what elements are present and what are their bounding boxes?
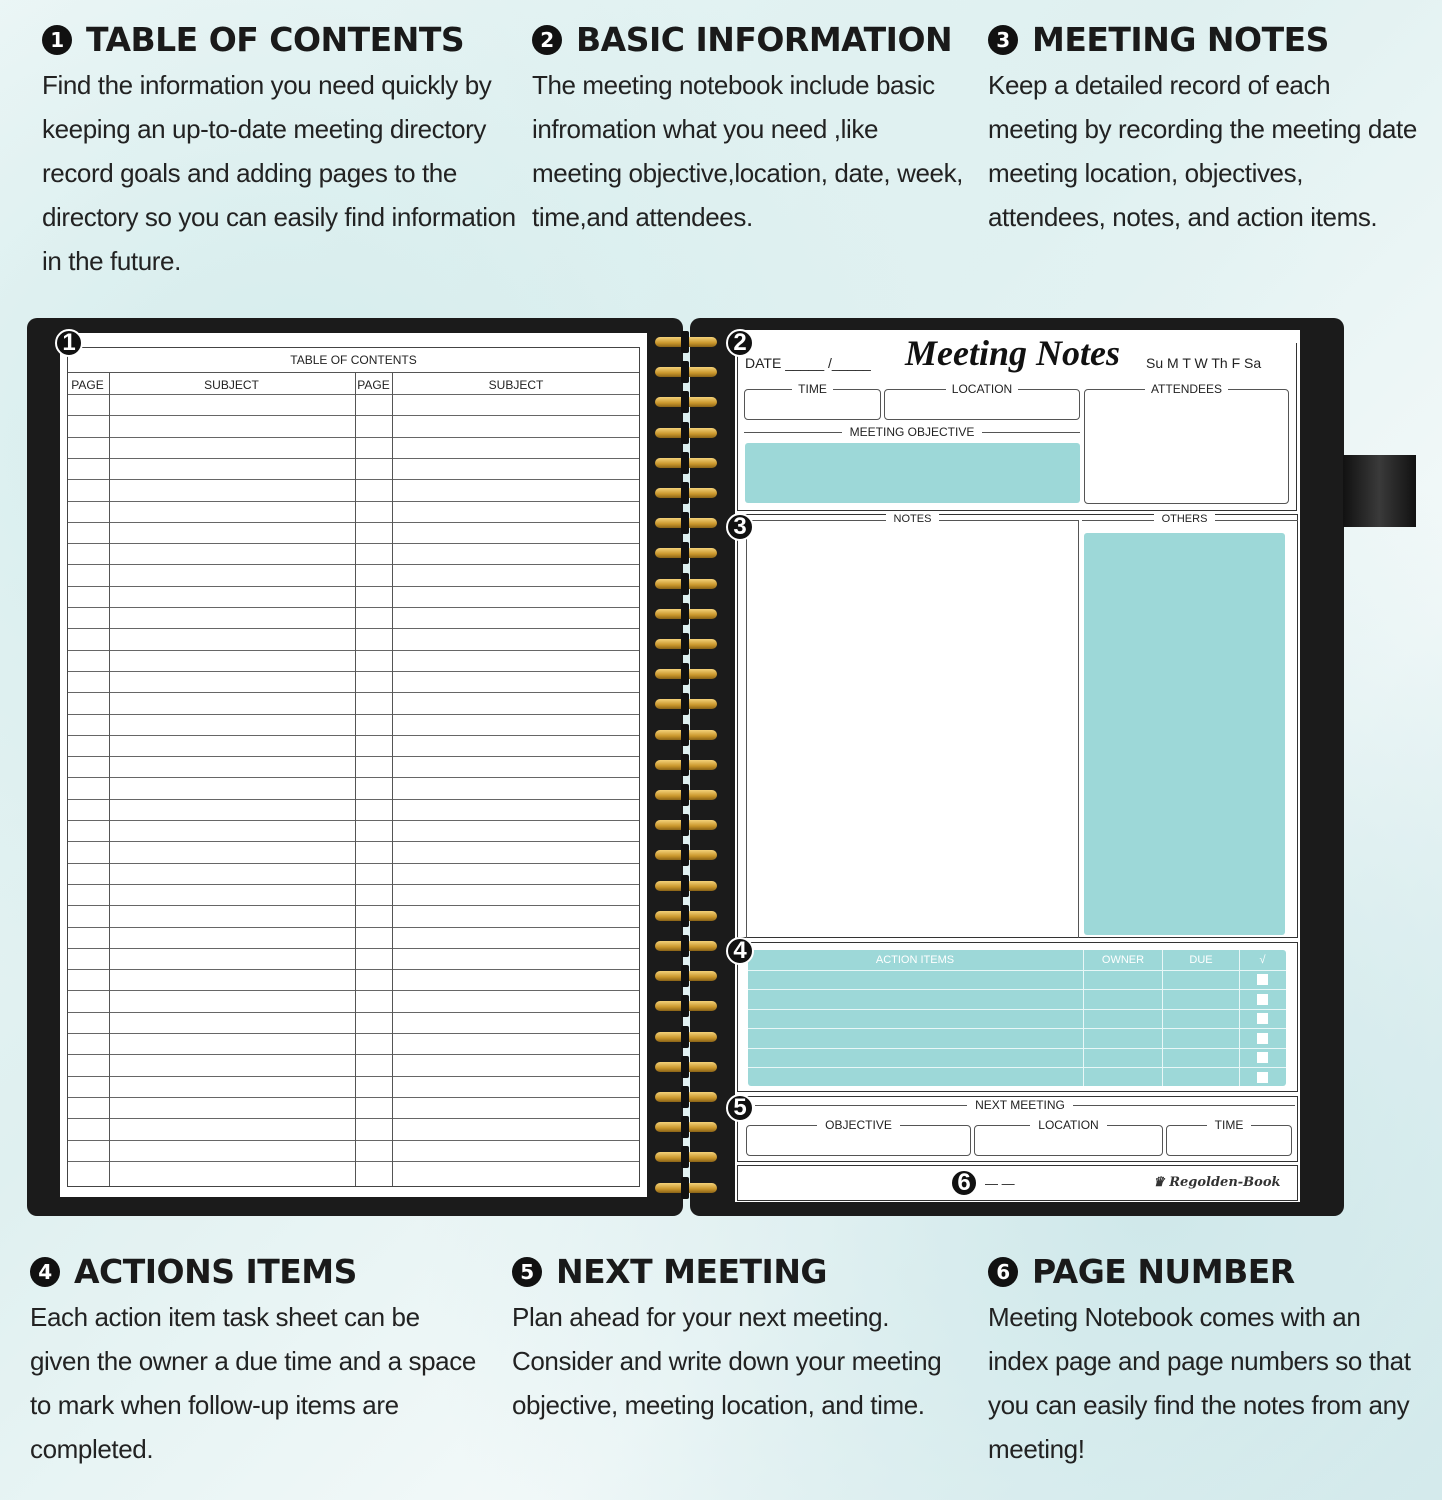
toc-row-line [68, 820, 639, 821]
toc-col-page: PAGE [71, 378, 104, 392]
feature-page-number [988, 1252, 1418, 1471]
feature-title: TABLE OF CONTENTS [86, 20, 465, 59]
toc-row-line [68, 905, 639, 906]
attendees-label: ATTENDEES [1145, 382, 1228, 396]
spiral-ring [655, 1122, 717, 1132]
action-row-line [748, 1067, 1286, 1068]
toc-col-line [109, 372, 110, 1186]
spiral-ring [655, 1062, 717, 1072]
action-row-line [748, 1048, 1286, 1049]
feature-title: PAGE NUMBER [1032, 1252, 1295, 1291]
spiral-ring [655, 699, 717, 709]
spiral-ring [655, 1032, 717, 1042]
toc-row-line [68, 607, 639, 608]
badge-3: 3 [726, 513, 754, 541]
toc-row-line [68, 756, 639, 757]
spiral-ring [655, 1092, 717, 1102]
toc-rule [68, 372, 639, 373]
notes-label: NOTES [886, 513, 940, 525]
toc-row-line [68, 501, 639, 502]
toc-row-line [68, 415, 639, 416]
toc-title: TABLE OF CONTENTS [290, 353, 417, 367]
spiral-ring [655, 428, 717, 438]
checkbox [1257, 1072, 1268, 1083]
action-col-line [1239, 950, 1240, 1086]
feature-text: The meeting notebook include basic infromation what you need ,like meeting objective,location, date, week, time,and attendees. [532, 70, 963, 232]
toc-row-line [68, 841, 639, 842]
brand-logo [1153, 1175, 1281, 1190]
action-col-line [1162, 950, 1163, 1086]
spiral-ring [655, 820, 717, 830]
toc-row-line [68, 586, 639, 587]
check-header: √ [1259, 954, 1266, 966]
due-header: DUE [1189, 954, 1213, 966]
toc-row-line [68, 927, 639, 928]
toc-row-line [68, 969, 639, 970]
toc-row-line [68, 692, 639, 693]
others-field[interactable] [1084, 533, 1285, 935]
objective-label: MEETING OBJECTIVE [842, 425, 983, 439]
toc-table [67, 347, 640, 1187]
feature-text: Plan ahead for your next meeting. Consider and write down your meeting objective, meeting location, and time. [512, 1302, 942, 1420]
toc-row-line [68, 948, 639, 949]
brand-name: Regolden-Book [1169, 1175, 1281, 1190]
toc-row-line [68, 884, 639, 885]
badge-1: 1 [55, 329, 83, 357]
action-row-line [748, 970, 1286, 971]
feature-text: Keep a detailed record of each meeting by recording the meeting date meeting location, objectives, attendees, notes, and action items. [988, 70, 1417, 232]
spiral-ring [655, 367, 717, 377]
spiral-ring [655, 337, 717, 347]
feature-title: NEXT MEETING [556, 1252, 828, 1291]
location-label: LOCATION [946, 382, 1018, 396]
toc-row-line [68, 1097, 639, 1098]
spiral-ring [655, 760, 717, 770]
toc-col-subject: SUBJECT [204, 378, 259, 392]
badge-5: 5 [726, 1094, 754, 1122]
spiral-ring [655, 397, 717, 407]
spiral-ring [655, 488, 717, 498]
action-row-line [748, 989, 1286, 990]
toc-row-line [68, 394, 639, 395]
action-row-line [748, 1028, 1286, 1029]
toc-row-line [68, 799, 639, 800]
toc-row-line [68, 458, 639, 459]
toc-col-page-2: PAGE [357, 378, 390, 392]
owner-header: OWNER [1101, 954, 1145, 966]
checkbox [1257, 974, 1268, 985]
checkbox [1257, 994, 1268, 1005]
toc-row-line [68, 1140, 639, 1141]
objective-field[interactable] [745, 443, 1080, 503]
spiral-ring [655, 971, 717, 981]
spiral-ring [655, 881, 717, 891]
feature-meeting-notes [988, 20, 1418, 239]
toc-row-line [68, 437, 639, 438]
badge-2: 2 [726, 329, 754, 357]
feature-text: Find the information you need quickly by keeping an up-to-date meeting directory record goals and adding pages to the directory so you can easily find information in the future. [42, 70, 516, 276]
toc-row-line [68, 650, 639, 651]
spiral-ring [655, 850, 717, 860]
toc-row-line [68, 714, 639, 715]
toc-row-line [68, 863, 639, 864]
toc-row-line [68, 628, 639, 629]
spiral-ring [655, 669, 717, 679]
toc-row-line [68, 564, 639, 565]
badge-6: 6 [950, 1169, 978, 1197]
number-badge: 3 [988, 25, 1018, 55]
feature-action-items [30, 1252, 480, 1471]
attendees-field[interactable] [1084, 389, 1289, 504]
spiral-ring [655, 609, 717, 619]
feature-text: Each action item task sheet can be given the owner a due time and a space to mark when follow-up items are completed. [30, 1302, 476, 1464]
spiral-ring [655, 1183, 717, 1193]
toc-row-line [68, 1033, 639, 1034]
spiral-ring [655, 941, 717, 951]
spiral-ring [655, 1152, 717, 1162]
toc-col-line [392, 372, 393, 1186]
number-badge: 5 [512, 1257, 542, 1287]
spiral-ring [655, 579, 717, 589]
spiral-ring [655, 911, 717, 921]
number-badge: 6 [988, 1257, 1018, 1287]
number-badge: 1 [42, 25, 72, 55]
toc-row-line [68, 1012, 639, 1013]
toc-col-line [355, 372, 356, 1186]
toc-row-line [68, 479, 639, 480]
feature-next-meeting [512, 1252, 962, 1427]
toc-row-line [68, 1076, 639, 1077]
spiral-ring [655, 730, 717, 740]
next-meeting-label: NEXT MEETING [967, 1098, 1073, 1112]
time-label: TIME [792, 382, 833, 396]
action-items-header: ACTION ITEMS [875, 954, 955, 966]
toc-row-line [68, 543, 639, 544]
badge-4: 4 [726, 937, 754, 965]
action-items-table [748, 950, 1286, 1086]
feature-title: ACTIONS ITEMS [74, 1252, 357, 1291]
feature-title: MEETING NOTES [1032, 20, 1329, 59]
feature-table-of-contents [42, 20, 526, 283]
action-row-line [748, 1009, 1286, 1010]
weekday-selector[interactable]: Su M T W Th F Sa [1146, 355, 1262, 371]
page-number-field[interactable]: — — [985, 1176, 1015, 1191]
page-title: Meeting Notes [905, 333, 1120, 373]
spiral-ring [655, 518, 717, 528]
checkbox [1257, 1013, 1268, 1024]
crown-icon: ♛ [1153, 1175, 1170, 1190]
elastic-band [1343, 455, 1416, 527]
toc-row-line [68, 522, 639, 523]
notes-field[interactable] [746, 520, 1079, 938]
action-col-line [1083, 950, 1084, 1086]
toc-row-line [68, 990, 639, 991]
spiral-ring [655, 1001, 717, 1011]
toc-row-line [68, 735, 639, 736]
toc-col-subject-2: SUBJECT [488, 378, 544, 392]
spiral-ring [655, 790, 717, 800]
toc-row-line [68, 777, 639, 778]
feature-basic-information [532, 20, 972, 239]
toc-row-line [68, 1161, 639, 1162]
number-badge: 4 [30, 1257, 60, 1287]
toc-row-line [68, 1054, 639, 1055]
toc-row-line [68, 671, 639, 672]
toc-row-line [68, 1118, 639, 1119]
spiral-ring [655, 639, 717, 649]
spiral-ring [655, 458, 717, 468]
others-label: OTHERS [1154, 513, 1216, 525]
checkbox [1257, 1052, 1268, 1063]
feature-title: BASIC INFORMATION [576, 20, 953, 59]
checkbox [1257, 1033, 1268, 1044]
next-location-label: LOCATION [1030, 1118, 1106, 1132]
feature-text: Meeting Notebook comes with an index page and page numbers so that you can easily find the notes from any meeting! [988, 1302, 1411, 1464]
next-objective-label: OBJECTIVE [817, 1118, 900, 1132]
next-time-label: TIME [1207, 1118, 1252, 1132]
spiral-ring [655, 548, 717, 558]
date-field[interactable]: DATE _____ /_____ [745, 355, 871, 371]
number-badge: 2 [532, 25, 562, 55]
